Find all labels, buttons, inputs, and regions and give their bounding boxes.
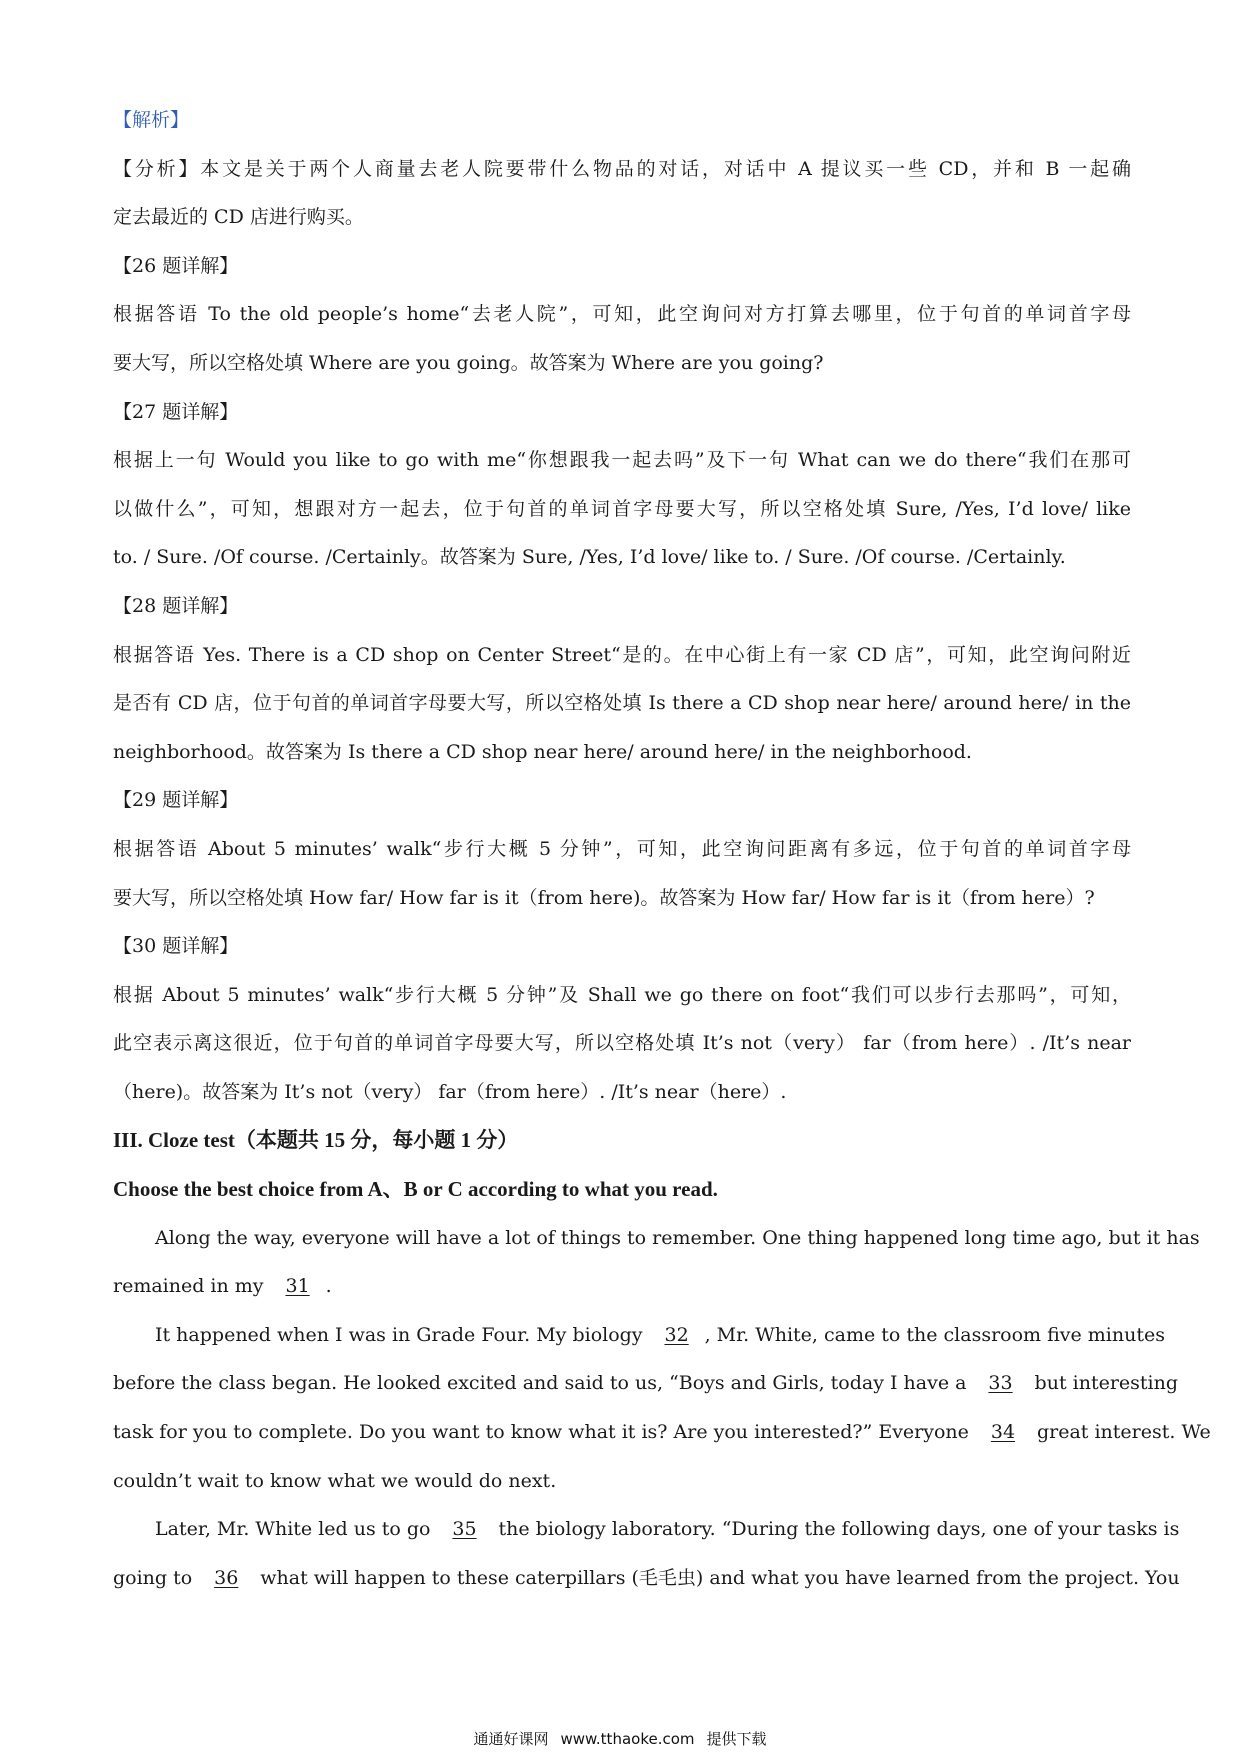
cloze-heading: III. Cloze test（本题共 15 分，每小题 1 分） (113, 1128, 519, 1153)
text-fragment: great interest. We (1030, 1421, 1211, 1444)
cloze-p3-line-2 (113, 1554, 1180, 1603)
q30-line-2: 此空表示离这很近，位于句首的单词首字母要大写，所以空格处填 It’s not（very） far（from here）. /It’s near (113, 1032, 1131, 1055)
document-page (113, 96, 1211, 1602)
fenxi-line-2: 定去最近的 CD 店进行购买。 (113, 206, 364, 229)
q30-line-3: （here)。故答案为 It’s not（very） far（from here）. /It’s near（here）. (113, 1080, 787, 1103)
cloze-p2-line-2 (113, 1359, 1179, 1408)
blank-35: 35 (452, 1518, 477, 1541)
q27-title: 【27 题详解】 (113, 400, 239, 423)
cloze-p1-line-1: Along the way, everyone will have a lot of things to remember. One thing happened long time ago, but it has (155, 1226, 1200, 1249)
q28-line-3: neighborhood。故答案为 Is there a CD shop near here/ around here/ in the neighborhood. (113, 740, 972, 763)
blank-36: 36 (214, 1566, 239, 1589)
q27-line-2: 以做什么”，可知，想跟对方一起去，位于句首的单词首字母要大写，所以空格处填 Sure, /Yes, I’d love/ like (113, 497, 1131, 520)
text-fragment: going to (113, 1566, 199, 1589)
footer-action: 提供下载 (706, 1730, 767, 1748)
footer-url[interactable]: www.tthaoke.com (560, 1730, 695, 1748)
q30-title: 【30 题详解】 (113, 935, 239, 958)
text-fragment: before the class began. He looked excited and said to us, “Boys and Girls, today I have a (113, 1372, 973, 1395)
q29-title: 【29 题详解】 (113, 789, 239, 812)
text-fragment: , Mr. White, came to the classroom five minutes (704, 1323, 1165, 1346)
cloze-p1-line-2 (113, 1262, 1131, 1311)
fenxi-line-1: 【分析】本文是关于两个人商量去老人院要带什么物品的对话，对话中 A 提议买一些 CD，并和 B 一起确 (113, 157, 1131, 180)
q26-title: 【26 题详解】 (113, 254, 239, 277)
q28-line-2: 是否有 CD 店，位于句首的单词首字母要大写，所以空格处填 Is there a CD shop near here/ around here/ in the (113, 692, 1131, 715)
footer-site-name: 通通好课网 (473, 1730, 549, 1748)
page-footer (0, 1728, 1240, 1749)
cloze-p2-line-3 (113, 1408, 1211, 1457)
blank-32: 32 (664, 1323, 689, 1346)
cloze-p2-line-1 (113, 1311, 1165, 1360)
q26-line-2: 要大写，所以空格处填 Where are you going。故答案为 Where are you going? (113, 351, 824, 374)
blank-34: 34 (990, 1421, 1016, 1444)
cloze-instruction: Choose the best choice from A、B or C according to what you read. (113, 1177, 718, 1202)
text-fragment: It happened when I was in Grade Four. My biology (155, 1323, 649, 1346)
q29-line-1: 根据答语 About 5 minutes’ walk“步行大概 5 分钟”，可知，此空询问距离有多远，位于句首的单词首字母 (113, 837, 1131, 860)
q29-line-2: 要大写，所以空格处填 How far/ How far is it（from here)。故答案为 How far/ How far is it（from here）? (113, 886, 1095, 909)
blank-31: 31 (285, 1275, 310, 1298)
analysis-label: 【解析】 (113, 109, 190, 131)
text-fragment: the biology laboratory. “During the following days, one of your tasks is (492, 1518, 1180, 1541)
text-fragment: remained in my (113, 1275, 270, 1298)
cloze-p3-line-1 (113, 1505, 1180, 1554)
text-fragment: but interesting (1028, 1372, 1179, 1395)
text-fragment: what will happen to these caterpillars (毛毛虫) and what you have learned from the project. You (254, 1566, 1180, 1589)
blank-33: 33 (988, 1372, 1013, 1395)
cloze-p2-line-4: couldn’t wait to know what we would do next. (113, 1469, 557, 1492)
text-fragment: Later, Mr. White led us to go (155, 1518, 437, 1541)
text-fragment: task for you to complete. Do you want to know what it is? Are you interested?” Everyone (113, 1421, 975, 1444)
q28-title: 【28 题详解】 (113, 594, 239, 617)
text-fragment: . (325, 1275, 332, 1298)
q27-line-3: to. / Sure. /Of course. /Certainly。故答案为 Sure, /Yes, I’d love/ like to. / Sure. /Of course. /Certainly. (113, 546, 1066, 569)
q27-line-1: 根据上一句 Would you like to go with me“你想跟我一起去吗”及下一句 What can we do there“我们在那可 (113, 449, 1131, 472)
q26-line-1: 根据答语 To the old people’s home“去老人院”，可知，此空询问对方打算去哪里，位于句首的单词首字母 (113, 303, 1131, 326)
q30-line-1: 根据 About 5 minutes’ walk“步行大概 5 分钟”及 Shall we go there on foot“我们可以步行去那吗”，可知， (113, 983, 1131, 1006)
q28-line-1: 根据答语 Yes. There is a CD shop on Center Street“是的。在中心街上有一家 CD 店”，可知，此空询问附近 (113, 643, 1131, 666)
